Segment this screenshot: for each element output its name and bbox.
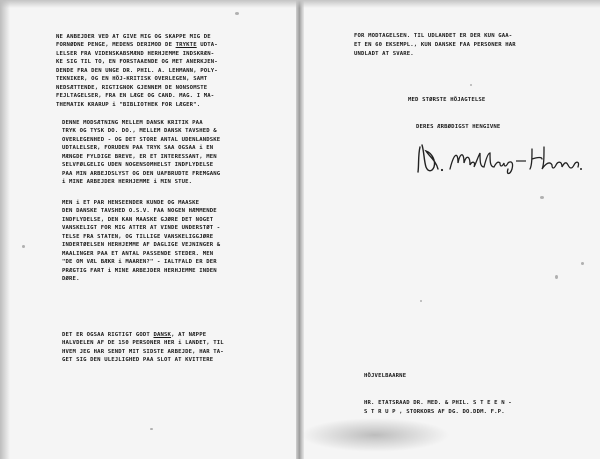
paper-speck <box>150 428 153 430</box>
paper-stain <box>300 418 450 452</box>
text-line: INDFLYDELSE, DEN KAN MAASKE GJØRE DET NOGET <box>62 216 214 223</box>
text-line: INDERTØELSEN HERHJEMME AF DAGLIGE VEJNINGER & <box>62 242 221 249</box>
paper-speck <box>470 84 472 86</box>
text-line: TELSE FRA STATEN, OG TILLIGE VANSKELIGGJØRE <box>62 233 214 240</box>
text-line: KE SIG TIL TO, EN FORSTAAENDE OG MET ANERKJEN- <box>56 59 218 66</box>
closing-line: MED STØRSTE HÖJAGTELSE <box>408 97 486 103</box>
text-line: DØRE. <box>62 275 80 282</box>
handwritten-signature <box>414 139 584 177</box>
text-line: GET SIG DEN ULEJLIGHED PAA SLOT AT KVITTERE <box>62 357 214 364</box>
text-line: UNDLADT AT SVARE. <box>354 51 414 57</box>
text-line: THEMATIK KRARUP i "BIBLIOTHEK FOR LÆGER". <box>56 101 201 108</box>
text-line: ET EN 60 EKSEMPL., KUN DANSKE FAA PERSONER HAR <box>354 42 516 48</box>
text-line: FORNØDNE PENGE, MEDENS DERIMOD DE TRYKTE UDTA- <box>56 42 218 49</box>
left-paragraph-4 <box>62 331 294 365</box>
paper-speck <box>555 275 558 279</box>
text-line: MEN i ET PAR HENSEENDER KUNDE OG MAASKE <box>62 200 200 206</box>
right-page <box>302 0 600 459</box>
recipient-line: S T R U P , STORKORS AF DG. DO.DDM. F.P. <box>364 409 505 415</box>
text-line: "DE OM VÆL BÆKR i MAAREN?" - IALTFALD ER DER <box>62 259 217 266</box>
paper-speck <box>22 245 25 248</box>
paper-speck <box>540 196 544 199</box>
text-line: VANSKELIGT FOR MIG ATTER AT VINDE UNDERSTØT - <box>62 225 221 232</box>
text-line: NE ANBEJDER VED AT GIVE MIG OG SKAPPE MIG DE <box>56 34 211 40</box>
text-line: FOR MODTAGELSEN. TIL UDLANDET ER DER KUN GAA- <box>354 33 513 39</box>
scan-shadow-left <box>0 0 10 459</box>
text-line: MÆNGDE FYLDIGE BREVE, ER ET INTERESSANT, MEN <box>62 153 217 160</box>
text-line: PRÆGTIG FART i MINE ARBEJDER HERHJEMME INDEN <box>62 267 217 274</box>
text-line: OVERLEGENHED - OG DET STORE ANTAL UDENLANDSKE <box>62 136 221 143</box>
text-line: TRYK OG TYSK DO. DO., MELLEM DANSK TAVSHED & <box>62 128 217 135</box>
page-gutter <box>296 0 304 459</box>
scan-shadow-top <box>0 0 600 8</box>
devotion-line: DERES ÆRBØDIGST HENGIVNE <box>416 124 501 130</box>
text-line: FEJLTAGELSER, FRA EN LÆGE OG CAND. MAG. I MA- <box>56 93 215 100</box>
text-line: NEDSÆTTENDE, RIGTIGNOK GJENNEM DE NONSOMSTE <box>56 84 208 91</box>
recipient-line: HR. ETATSRAAD DR. MED. & PHIL. S T E E N - <box>364 400 512 406</box>
left-paragraph-1 <box>56 33 288 109</box>
text-line: i MINE ARBEJDER HERHJEMME i MIN STUE. <box>62 179 193 186</box>
text-line: MAALINGER PAA ET ANTAL PASSENDE STEDER. MEN <box>62 250 214 257</box>
salutation-line: HÖJVELBAARNE <box>364 373 407 379</box>
paper-speck <box>420 300 422 302</box>
text-line: DEN DANSKE TAVSHED O.S.V. FAA NOGEN HÆMMENDE <box>62 208 217 215</box>
left-paragraph-2 <box>62 119 294 187</box>
text-line: PAA MIN ARBEJDSLYST OG DEN UAFBRUDTE FREMGANG <box>62 170 221 177</box>
text-line: DET ER OGSAA RIGTIGT GODT DANSK, AT NÆPPE <box>62 332 207 338</box>
text-line: LELSER FRA VIDENSKABSMÆND HERHJEMME INDSKRÆN- <box>56 50 215 57</box>
text-line: HVEM JEG HAR SENDT MIT SIDSTE ARBEJDE, HAR TA- <box>62 348 224 355</box>
text-line: UDTALELSER, FORUDEN PAA TRYK SAA OGSAA i EN <box>62 145 214 152</box>
left-paragraph-3 <box>62 199 294 283</box>
text-line: SELVFØLGELIG UDEN NOGENSOMHELST INDFLYDELSE <box>62 162 214 169</box>
left-page <box>0 0 298 459</box>
text-line: HALVDELEN AF DE 150 PERSONER HER i LANDET, TIL <box>62 340 224 347</box>
paper-speck <box>235 12 239 15</box>
text-line: TEKNIKER, OG EN HÖJ-KRITISK OVERLEGEN, SAMT <box>56 76 208 83</box>
text-line: DENDE FRA DEN UNGE DR. PHIL. A. LEHMANN, POLY- <box>56 67 218 74</box>
paper-speck <box>581 262 584 265</box>
text-line: DENNE MODSÆTNING MELLEM DANSK KRITIK PAA <box>62 120 203 126</box>
